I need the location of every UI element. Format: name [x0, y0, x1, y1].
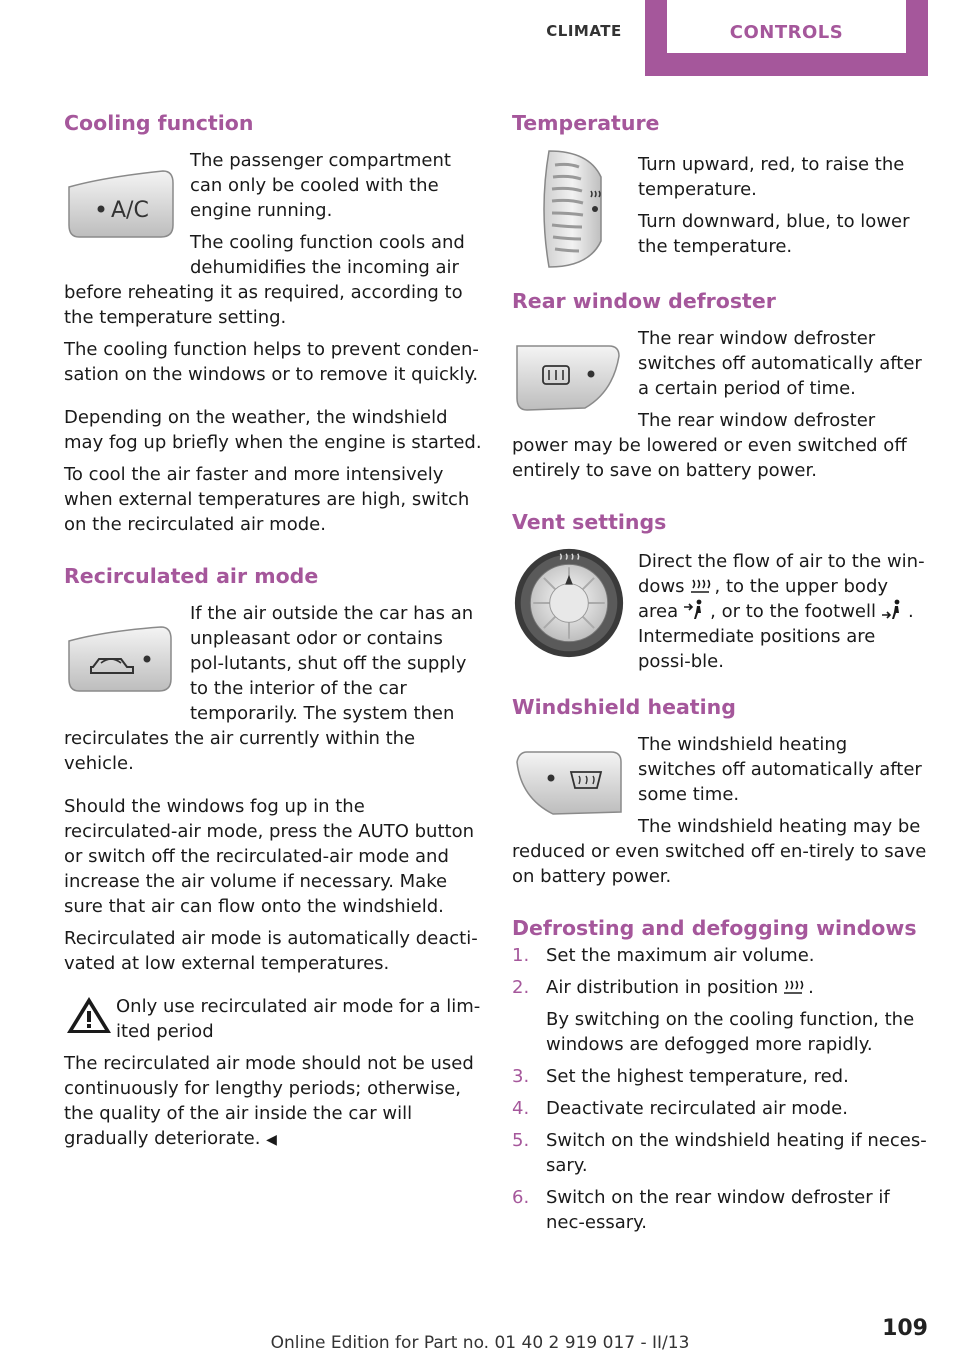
end-mark: ◀	[266, 1132, 277, 1148]
heading-vent-settings: Vent settings	[512, 510, 667, 534]
chapter-tab-controls	[645, 0, 928, 76]
list-item: 5. Switch on the windshield heating if neces-sary.	[512, 1130, 927, 1176]
defrost-steps-list	[512, 943, 930, 1235]
edition-footer: Online Edition for Part no. 01 40 2 919 017 - II/13	[270, 1333, 690, 1353]
windshield-heating-button-icon	[513, 742, 625, 822]
list-item: 2. Air distribution in position .	[512, 977, 814, 998]
list-item: 1. Set the maximum air volume.	[512, 945, 815, 966]
svg-text:A/C: A/C	[111, 198, 149, 223]
cooling-p5: To cool the air faster and more intensively when external temperatures are high, switch on the recirculated air mode.	[64, 464, 470, 535]
ac-button-icon	[65, 163, 177, 243]
temperature-dial-icon	[529, 147, 609, 271]
windshield-heating-button-image	[512, 732, 626, 832]
rear-defroster-button-icon	[513, 336, 625, 416]
list-item: 6. Switch on the rear window defroster if nec-essary.	[512, 1187, 890, 1233]
list-item: 4. Deactivate recirculated air mode.	[512, 1098, 848, 1119]
heading-windshield-heating: Windshield heating	[512, 695, 736, 719]
rear-defroster-button-image	[512, 326, 626, 426]
vent-settings-text: Direct the flow of air to the win-dows , to the upper body area , or to the footwell . Intermediate positions are possi-ble.	[638, 551, 925, 672]
vent-dial-icon	[512, 544, 626, 662]
chapter-tab-label: CONTROLS	[667, 0, 906, 53]
windshield-airflow-icon	[782, 977, 804, 997]
rear-defroster-p1: The rear window defroster switches off automatically after a certain period of time.	[638, 328, 922, 399]
windshield-heating-p2: The windshield heating may be reduced or even switched off en-tirely to save on battery power.	[512, 816, 927, 887]
recirc-p3: Recirculated air mode is automatically deacti-vated at low external temperatures.	[64, 928, 478, 974]
recirc-button-icon	[65, 623, 177, 695]
ac-button-image	[64, 148, 178, 258]
recirc-button-image	[64, 609, 178, 709]
warning-triangle-icon	[64, 994, 114, 1036]
cooling-p1: The passenger compartment can only be cooled with the engine running.	[190, 150, 451, 221]
footwell-airflow-icon	[880, 599, 904, 621]
windshield-heating-p1: The windshield heating switches off automatically after some time.	[638, 734, 922, 805]
heading-defrosting-defogging: Defrosting and defogging windows	[512, 916, 917, 940]
cooling-p3: The cooling function helps to prevent conden-sation on the windows or to remove it quickly.	[64, 339, 479, 385]
heading-temperature: Temperature	[512, 111, 660, 135]
rear-defroster-p2: The rear window defroster power may be lowered or even switched off entirely to save on battery power.	[512, 410, 907, 481]
heading-recirculated-air-mode: Recirculated air mode	[64, 564, 319, 588]
list-item-note: By switching on the cooling function, the windows are defogged more rapidly.	[546, 1009, 915, 1055]
temperature-p1: Turn upward, red, to raise the temperature.	[638, 154, 905, 200]
cooling-p2: The cooling function cools and dehumidifies the incoming air before reheating it as required, according to the temperature setting.	[64, 232, 465, 328]
recirc-p2: Should the windows fog up in the recirculated-air mode, press the AUTO button or switch off the recirculated-air mode and increase the air volume if necessary. Make sure that air can flow onto the windshield.	[64, 796, 475, 917]
vent-dial-image	[512, 541, 626, 665]
upper-body-airflow-icon	[682, 599, 706, 621]
heading-rear-window-defroster: Rear window defroster	[512, 289, 776, 313]
right-column	[512, 108, 930, 1235]
page-number: 109	[882, 1316, 928, 1341]
warning-body: The recirculated air mode should not be used continuously for lengthy periods; otherwise, the quality of the air inside the car will gradually deteriorate. ◀	[64, 1053, 474, 1149]
temperature-dial-image	[512, 144, 626, 274]
temperature-p2: Turn downward, blue, to lower the temperature.	[638, 211, 910, 257]
windshield-airflow-icon	[689, 576, 711, 596]
warning-note	[64, 994, 482, 1044]
recirc-p1: If the air outside the car has an unpleasant odor or contains pol-lutants, shut off the supply to the interior of the car temporarily. The system then recirculates the air currently within the vehicle.	[64, 603, 474, 774]
cooling-p4: Depending on the weather, the windshield may fog up briefly when the engine is started.	[64, 407, 482, 453]
warning-heading: Only use recirculated air mode for a lim-ited period	[116, 996, 481, 1042]
list-item: 3. Set the highest temperature, red.	[512, 1066, 849, 1087]
left-column	[64, 108, 482, 1153]
section-tab-climate: CLIMATE	[546, 22, 622, 40]
heading-cooling-function: Cooling function	[64, 111, 254, 135]
